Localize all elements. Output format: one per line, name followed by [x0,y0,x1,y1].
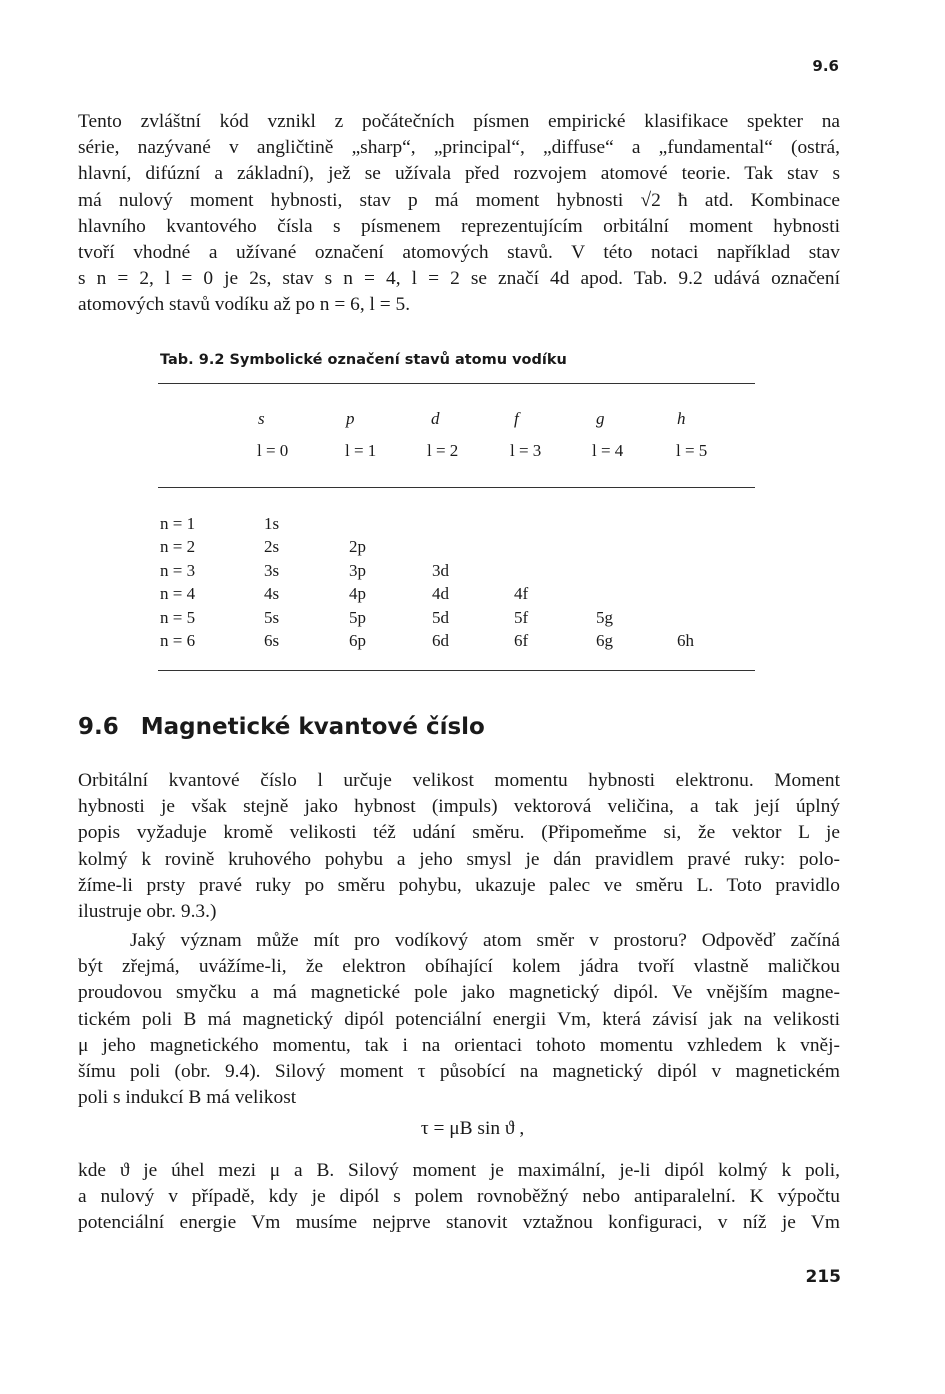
state-cell: 1s [264,514,280,533]
header-l-value: l = 1 [345,441,377,460]
text-line: být zřejmá, uvážíme-li, že elektron obíhající kolem jádra tvoří vlastně maličkou [78,956,840,978]
text-line: hybnosti je však stejně jako hybnost (impuls) vektorová veličina, a tak její úplný [78,796,840,818]
state-cell: 2s [264,537,280,557]
header-l-value: l = 5 [676,441,708,460]
state-cell: 3s [264,560,280,580]
paragraph-orbital-number [78,768,840,925]
state-cell: 2p [349,537,366,557]
text-line: poli s indukcí B má velikost [78,1087,297,1109]
paragraph-potential-energy [78,1158,840,1237]
table-top-rule [158,383,755,384]
state-cell: 3p [349,560,366,580]
state-cell: 3d [432,560,449,580]
state-cell: 4s [264,584,280,604]
state-cell: 5f [514,607,529,627]
text-line: s n = 2, l = 0 je 2s, stav s n = 4, l = 2 se značí 4d apod. Tab. 9.2 udává označení [78,268,840,290]
state-cell: 4f [514,584,529,604]
header-l-value: l = 3 [510,441,542,460]
header-letter: d [431,409,440,428]
text-line: kde ϑ je úhel mezi μ a B. Silový moment je maximální, je-li dipól kolmý k poli, [78,1160,840,1181]
text-line: hlavní, difúzní a základní), jež se užívala před rozvojem atomové teorie. Tak stav s [78,163,840,185]
state-cell: 6s [264,631,280,650]
text-line: šímu poli (obr. 9.4). Silový moment τ působící na magnetický dipól v magnetickém [78,1061,840,1083]
header-letter: p [346,409,355,428]
text-line: má nulový moment hybnosti, stav p má moment hybnosti √2 ħ atd. Kombinace [78,189,840,211]
state-cell: 4p [349,584,366,604]
row-n-label: n = 3 [160,560,196,580]
section-heading [78,714,485,740]
text-line: popis vyžaduje kromě velikosti též udání směru. (Připomeňme si, že vektor L je [78,822,840,844]
row-n-label: n = 1 [160,514,196,533]
running-header-section-number: 9.6 [812,57,839,75]
text-line: kolmý k rovině kruhového pohybu a jeho smysl je dán pravidlem pravé ruky: polo- [78,848,840,870]
table-caption: Tab. 9.2 Symbolické označení stavů atomu vodíku [160,352,567,368]
paragraph-magnetic-dipole [78,928,840,1111]
state-cell: 6g [596,631,613,650]
text-line: hlavního kvantového čísla s písmenem reprezentujícím orbitální moment hybnosti [78,215,840,237]
state-cell: 4d [432,584,449,604]
header-l-value: l = 4 [592,441,624,460]
state-cell: 6p [349,631,366,650]
row-n-label: n = 5 [160,607,196,627]
text-line: tvoří vhodné a užívané označení atomových stavů. V této notaci například stav [78,242,840,264]
state-cell: 5p [349,607,366,627]
text-line: Tento zvláštní kód vznikl z počátečních písmen empirické klasifikace spekter na [78,111,840,132]
table-bottom-rule [158,670,755,671]
page-number: 215 [805,1267,841,1287]
torque-equation: τ = μB sin ϑ , [420,1118,525,1139]
state-cell: 5g [596,607,613,627]
paragraph-spectral-notation [78,109,840,319]
state-cell: 5s [264,607,280,627]
row-n-label: n = 4 [160,584,196,604]
section-number: 9.6 [78,714,119,740]
text-line: ilustruje obr. 9.3.) [78,901,217,923]
text-line: tickém poli B má magnetický dipól potenciální energii Vm, která závisí jak na velikosti [78,1008,840,1030]
header-l-value: l = 0 [257,441,289,460]
header-letter: g [596,409,605,428]
header-letter: s [258,409,265,428]
state-cell: 6f [514,631,529,650]
text-line: proudovou smyčku a má magnetické pole jako magnetický dipól. Ve vnějším magne- [78,982,840,1004]
text-line: žíme-li prsty pravé ruky po směru pohybu, ukazuje palec ve směru L. Toto pravidlo [78,874,840,896]
header-letter: f [514,409,519,428]
text-line: potenciální energie Vm musíme nejprve stanovit vztažnou konfiguraci, v níž je Vm [78,1212,840,1234]
state-cell: 5d [432,607,449,627]
state-cell: 6d [432,631,449,650]
row-n-label: n = 6 [160,631,196,650]
header-letter: h [677,409,686,428]
state-cell: 6h [677,631,694,650]
section-title: Magnetické kvantové číslo [140,714,485,740]
text-line: μ jeho magnetického momentu, tak i na orientaci tohoto momentu vzhledem k vněj- [78,1034,840,1056]
text-line: série, nazývané v angličtině „sharp“, „principal“, „diffuse“ a „fundamental“ (ostrá, [78,137,840,159]
header-l-value: l = 2 [427,441,459,460]
text-line: Orbitální kvantové číslo l určuje velikost momentu hybnosti elektronu. Moment [78,770,840,791]
text-line: a nulový v případě, kdy je dipól s polem rovnoběžný nebo antiparalelní. K výpočtu [78,1186,840,1208]
text-line: Jaký význam může mít pro vodíkový atom směr v prostoru? Odpověď začíná [130,930,840,951]
text-line: atomových stavů vodíku až po n = 6, l = 5. [78,294,411,316]
row-n-label: n = 2 [160,537,196,557]
table-header-rule [158,487,755,488]
